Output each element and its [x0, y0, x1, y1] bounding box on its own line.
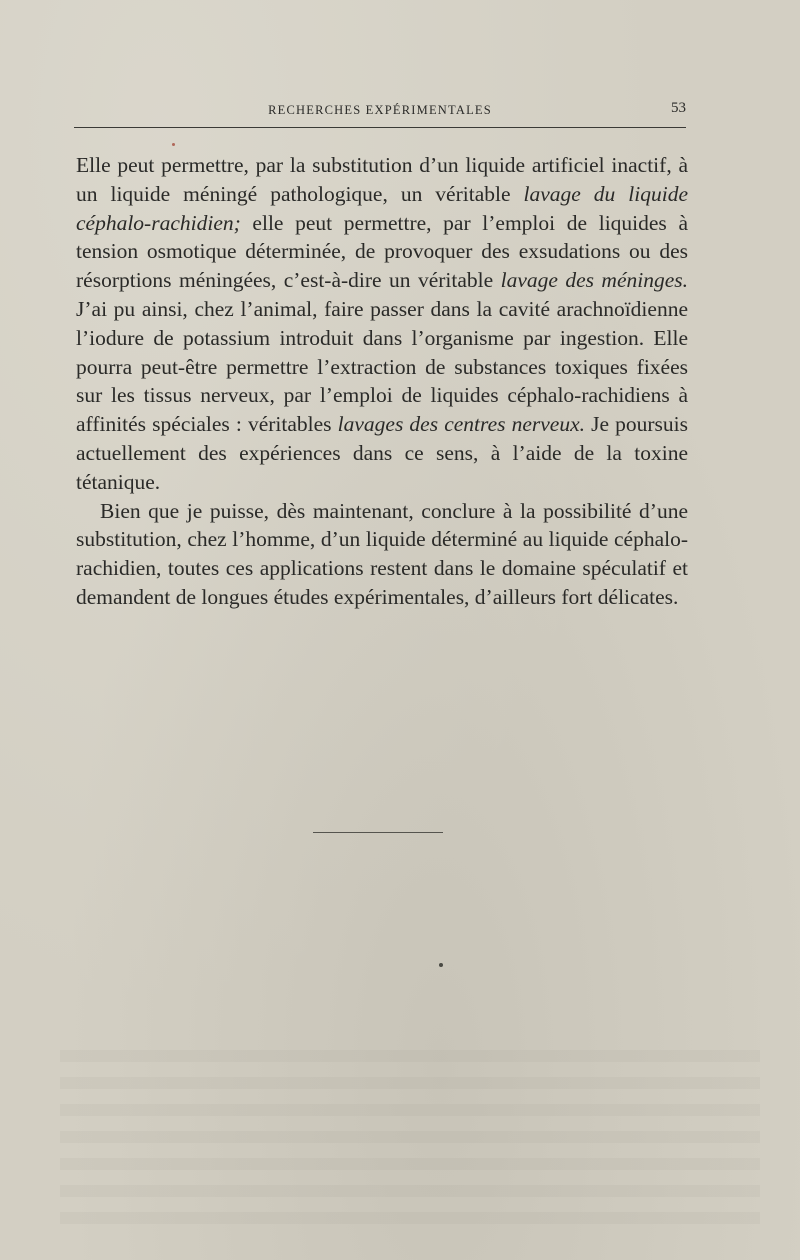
paragraph-1-italic-3: lavages des centres nerveux.	[337, 412, 585, 437]
body-text	[76, 151, 688, 612]
running-head	[74, 100, 686, 122]
paragraph-2: Bien que je puisse, dès maintenant, conclure à la possibilité d’une substitution, chez l’homme, d’un liquide déterminé au liquide céphalo-rachidien, toutes ces applications restent dans le domaine spéculatif et demandent de longues études expérimentales, d’ailleurs fort délicates.	[76, 498, 688, 609]
paragraph-1-text-4: Je poursuis actuellement des expériences dans ce sens, à l’aide de la toxine tétanique.	[76, 412, 688, 494]
section-end-rule	[313, 832, 443, 833]
paragraph-1	[76, 151, 688, 497]
paragraph-1-text-3: J’ai pu ainsi, chez l’animal, faire passer dans la cavité arachnoïdienne l’iodure de potassium introduit dans l’organisme par ingestion. Elle pourra peut-être permettre l’extraction de substances toxiques fixées sur les tissus nerveux, par l’emploi de liquides céphalo-rachidiens à affinités spéciales : véritables	[76, 296, 688, 437]
paragraph-1-italic-1: lavage du liquide céphalo-rachidien;	[76, 181, 688, 235]
show-through-texture	[60, 1050, 760, 1230]
paragraph-1-text-2: elle peut permettre, par l’emploi de liquides à tension osmotique déterminée, de provoquer des exsudations ou des résorptions méningées, c’est-à-dire un véritable	[76, 210, 688, 293]
header-rule	[74, 127, 686, 128]
paragraph-1-text-1: Elle peut permettre, par la substitution d’un liquide artificiel inactif, à un liquide méningé pathologique, un véritable	[76, 153, 688, 206]
ink-speck	[439, 963, 443, 967]
running-title: RECHERCHES EXPÉRIMENTALES	[268, 103, 492, 117]
page-number: 53	[671, 100, 686, 116]
ink-speck	[172, 143, 175, 146]
paragraph-1-italic-2: lavage des méninges.	[500, 268, 688, 293]
